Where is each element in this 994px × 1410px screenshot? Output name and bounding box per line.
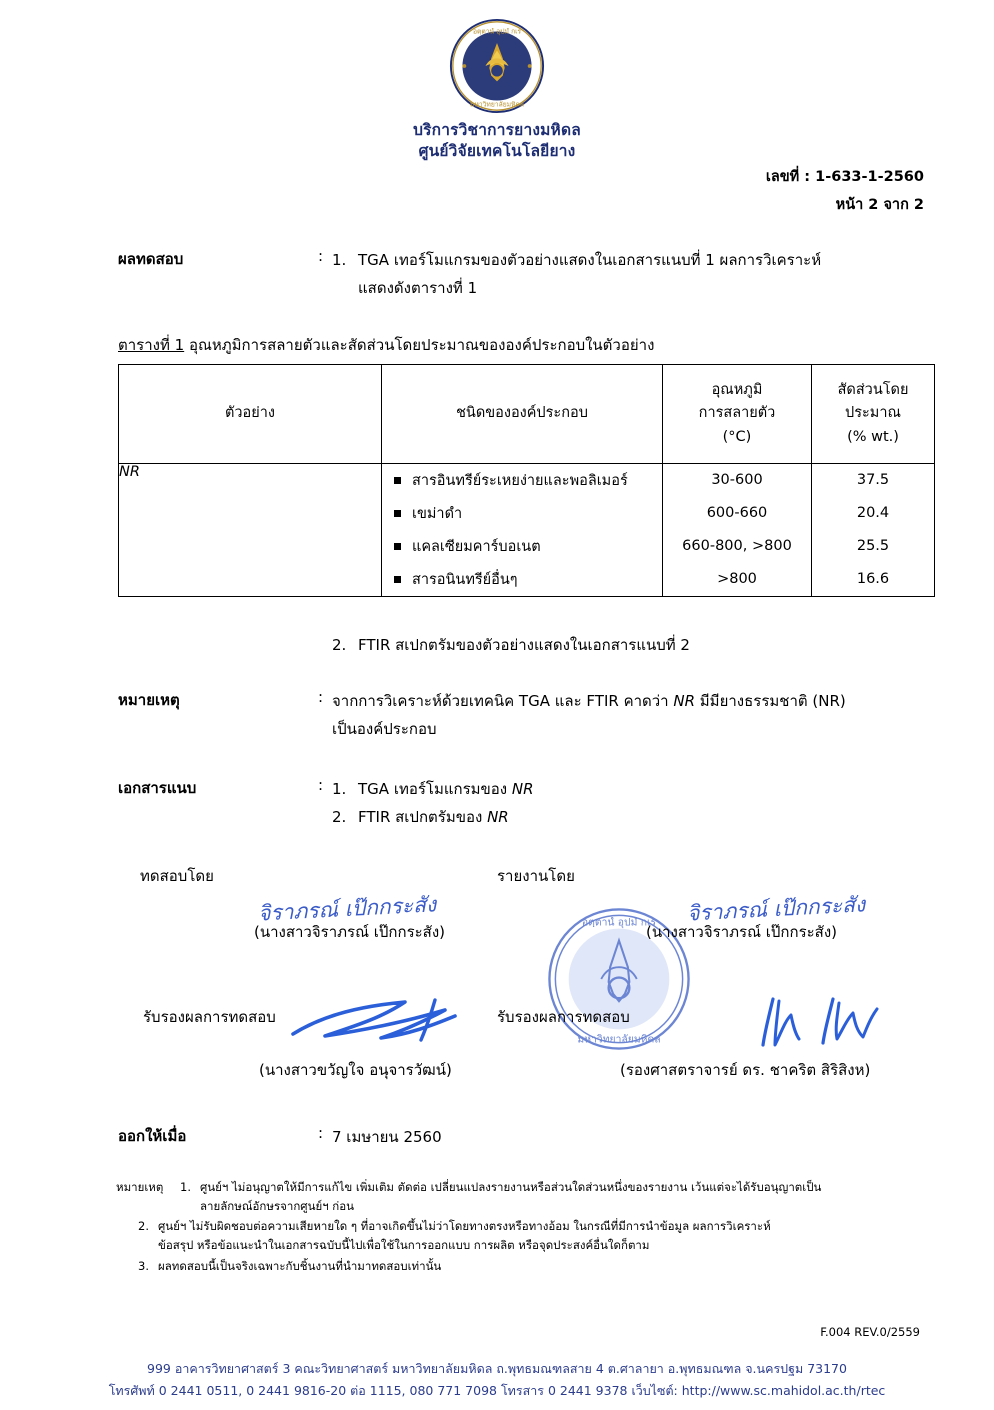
header-portion-line-3: (% wt.) xyxy=(847,428,899,445)
attachments-value xyxy=(332,776,534,832)
component-label: เขม่าดำ xyxy=(412,506,463,522)
temperature-value: >800 xyxy=(717,571,757,587)
list-item xyxy=(382,530,662,563)
test-results-label: ผลทดสอบ xyxy=(118,250,184,268)
attachment-1-number: 1. xyxy=(332,780,347,798)
list-item xyxy=(332,632,690,660)
footnote-3-number: 3. xyxy=(138,1258,149,1273)
footnote-1-line-1: ศูนย์ฯ ไม่อนุญาตให้มีการแก้ไข เพิ่มเติม ตัดต่อ เปลี่ยนแปลงรายงานหรือส่วนใดส่วนหนึ่งของรายงาน เว้นแต่จะได้รับอนุญาตเป็น xyxy=(200,1180,822,1194)
cell-temperatures xyxy=(663,464,812,597)
document-meta xyxy=(766,163,924,220)
component-label: สารอนินทรีย์อื่นๆ xyxy=(412,572,518,588)
test-results-item-2 xyxy=(332,632,690,660)
certify-right-label: รับรองผลการทดสอบ xyxy=(497,1008,630,1026)
footnote-2-number: 2. xyxy=(138,1219,149,1234)
tested-by-signature-mark: จิราภรณ์ เป๊กกระสัง xyxy=(257,892,437,926)
test-results-item-2-list xyxy=(332,632,690,660)
square-bullet-icon xyxy=(382,510,412,517)
footnote-2-text xyxy=(158,1217,916,1254)
percent-value: 25.5 xyxy=(856,538,890,554)
sample-name-value: NR xyxy=(119,464,140,480)
table-caption-number: ตารางที่ 1 xyxy=(118,336,185,354)
test-results-item-2-row xyxy=(118,632,918,660)
composition-table-header-row xyxy=(119,365,935,464)
reported-by-signature-mark: จิราภรณ์ เป๊กกระสัง xyxy=(686,892,866,926)
composition-table xyxy=(118,364,935,597)
svg-text:อตฺตานํ อุปมํ กเร: อตฺตานํ อุปมํ กเร xyxy=(472,27,522,36)
svg-text:มหาวิทยาลัยมหิดล: มหาวิทยาลัยมหิดล xyxy=(577,1033,661,1046)
temperature-list xyxy=(663,464,811,596)
document-number: เลขที่ : 1-633-1-2560 xyxy=(765,169,924,185)
svg-text:มหาวิทยาลัยมหิดล: มหาวิทยาลัยมหิดล xyxy=(470,100,524,109)
reported-by-label: รายงานโดย xyxy=(497,867,575,885)
list-item xyxy=(180,1178,916,1215)
page-indicator: หน้า 2 จาก 2 xyxy=(835,197,924,214)
attachment-1-text xyxy=(358,776,534,804)
list-item xyxy=(382,563,662,596)
footnotes-heading: หมายเหตุ xyxy=(116,1180,164,1194)
test-results-item-1-line-1: TGA เทอร์โมแกรมของตัวอย่างแสดงในเอกสารแนบที่ 1 ผลการวิเคราะห์ xyxy=(358,251,822,269)
certify-right-signature-mark xyxy=(755,995,905,1050)
remark-line-2: เป็นองค์ประกอบ xyxy=(332,719,437,738)
footnote-2-line-1: ศูนย์ฯ ไม่รับผิดชอบต่อความเสียหายใด ๆ ที่อาจเกิดขึ้นไม่ว่าโดยทางตรงหรือทางอ้อม ในกรณีที่มีการนำข้อมูล ผลการวิเคราะห์ xyxy=(158,1219,771,1234)
remark-label: หมายเหตุ xyxy=(118,691,180,709)
attachment-1-text-pre: TGA เทอร์โมแกรมของ xyxy=(358,780,512,798)
certify-right-name: (รองศาสตราจารย์ ดร. ชาคริต สิริสิงห) xyxy=(620,1061,871,1079)
footnotes-list xyxy=(116,1178,916,1275)
footnote-2-line-2: ข้อสรุป หรือข้อแนะนำในเอกสารฉบับนี้ไปเพื่อใช้ในการออกแบบ การผลิต หรือจุดประสงค์อื่นใดก็ตาม xyxy=(158,1237,650,1252)
form-code: F.004 REV.0/2559 xyxy=(820,1325,920,1339)
list-item xyxy=(138,1257,916,1276)
test-results-list xyxy=(332,247,821,275)
remark-value xyxy=(332,688,846,744)
list-item xyxy=(382,464,662,497)
percent-value: 20.4 xyxy=(856,505,890,521)
certify-left-label: รับรองผลการทดสอบ xyxy=(143,1008,276,1026)
square-bullet-icon xyxy=(382,543,412,550)
attachments-field xyxy=(118,776,938,832)
header-portion-line-1: สัดส่วนโดย xyxy=(837,382,909,399)
percent-value: 16.6 xyxy=(856,571,890,587)
footnote-3-text: ผลทดสอบนี้เป็นจริงเฉพาะกับชิ้นงานที่นำมาทดสอบเท่านั้น xyxy=(158,1258,442,1273)
list-item xyxy=(332,804,534,832)
remark-line-1 xyxy=(332,688,846,716)
header-temperature-line-2: การสลายตัว xyxy=(698,405,776,422)
certify-left-name: (นางสาวขวัญใจ อนุจารวัฒน์) xyxy=(259,1061,452,1079)
test-results-item-1-line-2: แสดงดังตารางที่ 1 xyxy=(358,278,478,297)
temperature-value: 600-660 xyxy=(706,505,768,521)
test-results-colon: : xyxy=(318,247,324,265)
test-results-item-2-text: FTIR สเปกตรัมของตัวอย่างแสดงในเอกสารแนบที่ 2 xyxy=(358,636,690,654)
test-results-item-1-number: 1. xyxy=(332,251,347,269)
temperature-value: 660-800, >800 xyxy=(682,538,792,554)
table-caption xyxy=(118,333,654,357)
footnote-1-line-2: ลายลักษณ์อักษรจากศูนย์ฯ ก่อน xyxy=(200,1198,355,1213)
header-portion-line-2: ประมาณ xyxy=(845,405,901,422)
header-sample: ตัวอย่าง xyxy=(119,365,382,464)
footnote-1-text xyxy=(200,1178,916,1215)
issue-date-value: 7 เมษายน 2560 xyxy=(332,1128,442,1146)
attachment-2-number: 2. xyxy=(332,807,347,826)
cell-components xyxy=(382,464,663,597)
footer-address: 999 อาคารวิทยาศาสตร์ 3 คณะวิทยาศาสตร์ มหาวิทยาลัยมหิดล ถ.พุทธมณฑลสาย 4 ต.ศาลายา อ.พุทธมณฑล จ.นครปฐม 73170 xyxy=(147,1361,847,1376)
attachments-colon: : xyxy=(318,776,324,794)
mahidol-seal-logo xyxy=(449,18,545,114)
page-footer xyxy=(0,1358,994,1402)
header-temperature-line-1: อุณหภูมิ xyxy=(711,382,763,399)
issue-date-field xyxy=(118,1124,818,1152)
attachments-label: เอกสารแนบ xyxy=(118,779,197,797)
test-results-value xyxy=(332,247,821,303)
remark-sample-code: NR xyxy=(673,692,696,710)
temperature-value: 30-600 xyxy=(711,472,763,488)
remark-colon: : xyxy=(318,688,324,706)
attachment-2-text-pre: FTIR สเปกตรัมของ xyxy=(358,807,488,826)
footnotes-section xyxy=(116,1178,916,1277)
percent-value: 37.5 xyxy=(856,472,890,488)
component-list xyxy=(382,464,662,596)
table-row xyxy=(119,464,935,597)
list-item xyxy=(382,497,662,530)
attachments-list xyxy=(332,776,534,832)
header-temperature-line-3: (°C) xyxy=(722,428,752,445)
tested-by-label: ทดสอบโดย xyxy=(140,867,214,885)
header-temperature xyxy=(663,365,812,464)
tested-by-name: (นางสาวจิราภรณ์ เป๊กกระสัง) xyxy=(254,923,446,941)
composition-table-body xyxy=(119,464,935,597)
issue-date-label: ออกให้เมื่อ xyxy=(118,1127,187,1145)
remark-line-1-pre: จากการวิเคราะห์ด้วยเทคนิค TGA และ FTIR คาดว่า xyxy=(332,692,674,710)
test-results-field xyxy=(118,247,918,303)
remark-line-1-post: มีมียางธรรมชาติ (NR) xyxy=(695,692,846,710)
cell-percentages xyxy=(812,464,935,597)
org-line-1: บริการวิชาการยางมหิดล xyxy=(413,121,581,139)
test-results-item-2-number: 2. xyxy=(332,636,347,654)
test-results-item-1 xyxy=(332,247,821,275)
reported-by-name: (นางสาวจิราภรณ์ เป๊กกระสัง) xyxy=(646,923,838,941)
footnote-1-number: 1. xyxy=(180,1180,191,1194)
square-bullet-icon xyxy=(382,477,412,484)
percent-list xyxy=(812,464,934,596)
header-portion xyxy=(812,365,935,464)
attachment-1-sample-code: NR xyxy=(511,780,534,798)
footer-contact: โทรศัพท์ 0 2441 0511, 0 2441 9816-20 ต่อ 1115, 080 771 7098 โทรสาร 0 2441 9378 เว็บไซต์: http://www.sc.mahidol.ac.th/rtec xyxy=(108,1382,886,1398)
issue-date-colon: : xyxy=(318,1124,324,1142)
svg-text:อตฺตานํ อุปมํ กเร: อตฺตานํ อุปมํ กเร xyxy=(581,916,657,929)
composition-table-head xyxy=(119,365,935,464)
component-label: สารอินทรีย์ระเหยง่ายและพอลิเมอร์ xyxy=(412,473,628,489)
certify-left-signature-mark xyxy=(285,996,465,1044)
organization-name xyxy=(0,120,994,162)
list-item xyxy=(138,1217,916,1254)
remark-field xyxy=(118,688,938,744)
table-caption-text: อุณหภูมิการสลายตัวและสัดส่วนโดยประมาณขององค์ประกอบในตัวอย่าง xyxy=(184,336,655,354)
org-line-2: ศูนย์วิจัยเทคโนโลยียาง xyxy=(418,141,576,160)
square-bullet-icon xyxy=(382,576,412,583)
cell-sample-name xyxy=(119,464,382,597)
attachment-2-text xyxy=(358,804,509,832)
component-label: แคลเซียมคาร์บอเนต xyxy=(412,539,541,555)
organization-header xyxy=(0,18,994,162)
list-item xyxy=(332,776,534,804)
attachment-2-sample-code: NR xyxy=(487,807,509,826)
header-component: ชนิดขององค์ประกอบ xyxy=(382,365,663,464)
